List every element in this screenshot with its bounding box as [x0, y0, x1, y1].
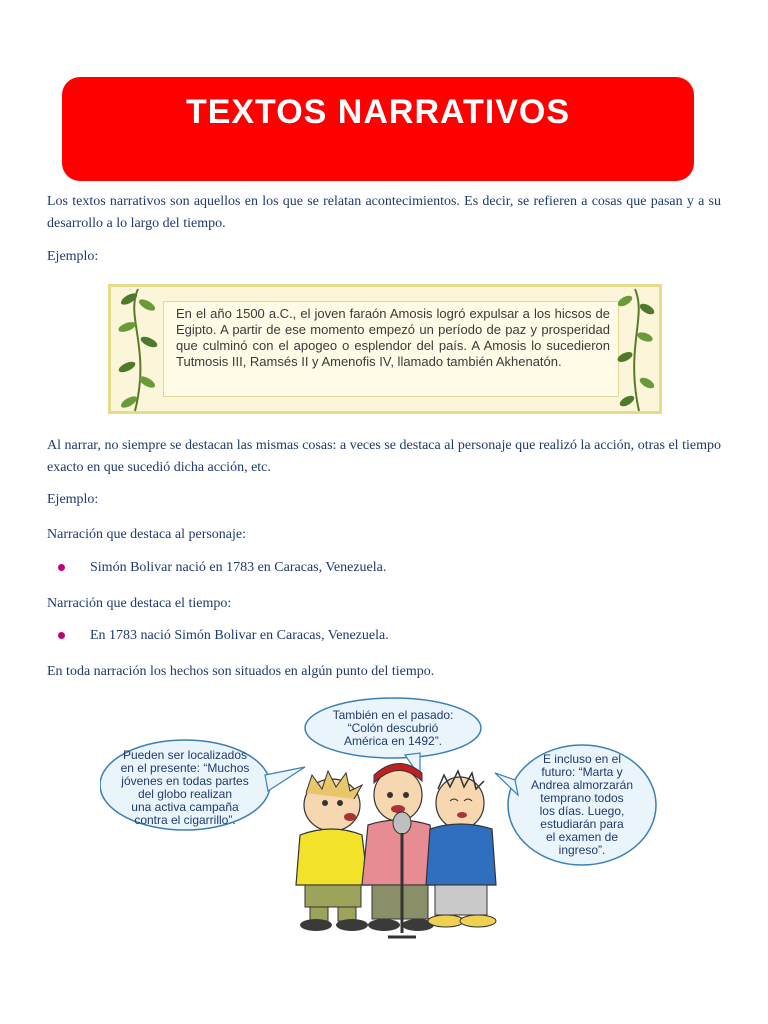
example-label-2: Ejemplo:	[47, 492, 99, 507]
title-banner	[62, 77, 694, 181]
vine-right-decoration	[617, 287, 657, 413]
example-box	[108, 284, 662, 414]
bubble-right-line: temprano todos	[540, 791, 624, 805]
bubble-left-line: del globo realizan	[137, 787, 233, 801]
bullet-icon	[58, 564, 65, 571]
bubble-right-line: estudiarán para	[540, 817, 624, 831]
personaje-label: Narración que destaca al personaje:	[47, 527, 247, 542]
page-title: TEXTOS NARRATIVOS	[185, 93, 571, 131]
example-inner-frame	[163, 301, 619, 397]
bubble-right-line: ingreso”.	[558, 843, 606, 857]
conclusion-paragraph: En toda narración los hechos son situados en algún punto del tiempo.	[47, 664, 435, 679]
bubble-right-line: Andrea almorzarán	[530, 778, 634, 792]
bubble-left-line: Pueden ser localizados	[122, 748, 248, 762]
bubble-left-line: contra el cigarrillo”.	[134, 813, 236, 827]
bubble-left-line: una activa campaña	[131, 800, 239, 814]
bubble-left-line: jóvenes en todas partes	[121, 774, 249, 788]
bubble-right-line: el examen de	[545, 830, 619, 844]
bubble-right-line: futuro: “Marta y	[541, 765, 623, 779]
bullet-icon	[58, 632, 65, 639]
bubble-right-line: E incluso en el	[542, 752, 622, 766]
speech-bubble-right	[495, 745, 656, 865]
vine-left-decoration	[113, 287, 163, 413]
example-text: En el año 1500 a.C., el joven faraón Amosis logró expulsar a los hicsos de Egipto. A partir de ese momento empezó un período de paz y prosperidad que culminó con el apogeo o esplendor del país. A Amosis lo sucedieron Tutmosis III, Ramsés II y Amenofis IV, llamado también Akhenatón.	[176, 306, 610, 369]
bubble-right-line: los días. Luego,	[539, 804, 625, 818]
bubble-left-line: en el presente: “Muchos	[120, 761, 250, 775]
bubble-center-line: América en 1492”.	[343, 734, 443, 748]
bubble-center-line: También en el pasado:	[332, 708, 454, 722]
cartoon-characters	[296, 763, 496, 937]
speech-bubble-left	[100, 740, 305, 830]
narrar-paragraph: Al narrar, no siempre se destacan las mismas cosas: a veces se destaca al personaje que realizó la acción, otras el tiempo exacto en que sucedió dicha acción, etc.	[47, 438, 721, 475]
bubble-center-line: “Colón descubrió	[347, 721, 439, 735]
personaje-item: Simón Bolivar nació en 1783 en Caracas, Venezuela.	[90, 560, 387, 575]
cartoon-illustration	[100, 695, 660, 945]
tiempo-label: Narración que destaca el tiempo:	[47, 596, 232, 611]
tiempo-item: En 1783 nació Simón Bolivar en Caracas, Venezuela.	[90, 628, 389, 643]
intro-paragraph: Los textos narrativos son aquellos en los que se relatan acontecimientos. Es decir, se refieren a cosas que pasan y a su desarrollo a lo largo del tiempo.	[47, 194, 721, 231]
example-label-1: Ejemplo:	[47, 249, 99, 264]
